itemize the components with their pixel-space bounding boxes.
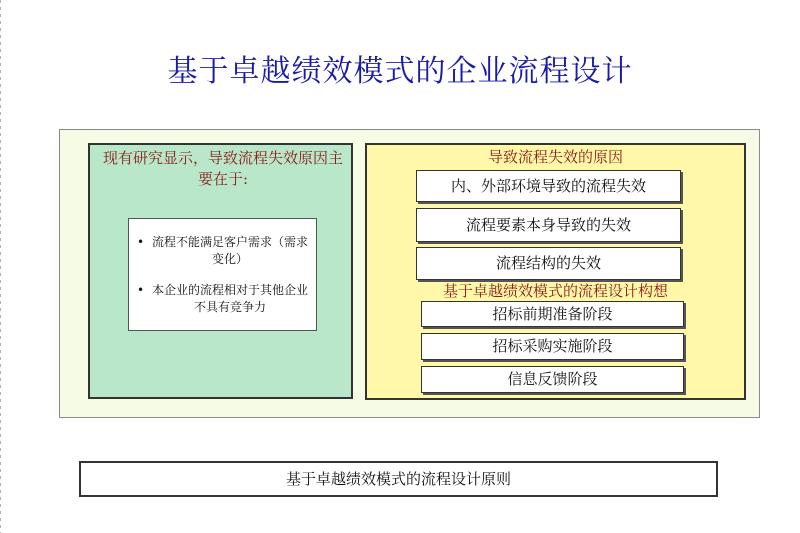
research-bullet-list bbox=[128, 218, 317, 331]
bullet-icon: • bbox=[137, 235, 145, 249]
page-title: 基于卓越绩效模式的企业流程设计 bbox=[167, 54, 633, 89]
design-heading: 基于卓越绩效模式的流程设计构想 bbox=[442, 282, 668, 300]
causes-heading: 导致流程失效的原因 bbox=[487, 148, 623, 166]
bullet-text: 流程不能满足客户需求（需求变化） bbox=[151, 235, 308, 266]
cause-item: 流程结构的失效 bbox=[416, 247, 681, 280]
cause-item: 内、外部环境导致的流程失效 bbox=[416, 170, 681, 202]
phase-item: 信息反馈阶段 bbox=[421, 366, 684, 393]
phase-item: 招标前期准备阶段 bbox=[421, 301, 684, 327]
principle-box: 基于卓越绩效模式的流程设计原则 bbox=[79, 461, 718, 497]
bullet-text: 本企业的流程相对于其他企业不具有竞争力 bbox=[151, 283, 308, 314]
list-item bbox=[135, 282, 311, 316]
phase-item: 招标采购实施阶段 bbox=[421, 333, 684, 360]
list-item bbox=[135, 234, 311, 268]
bullet-icon: • bbox=[137, 283, 145, 297]
research-heading: 现有研究显示，导致流程失效原因主要在于: bbox=[102, 149, 343, 188]
cause-item: 流程要素本身导致的失效 bbox=[416, 208, 681, 242]
